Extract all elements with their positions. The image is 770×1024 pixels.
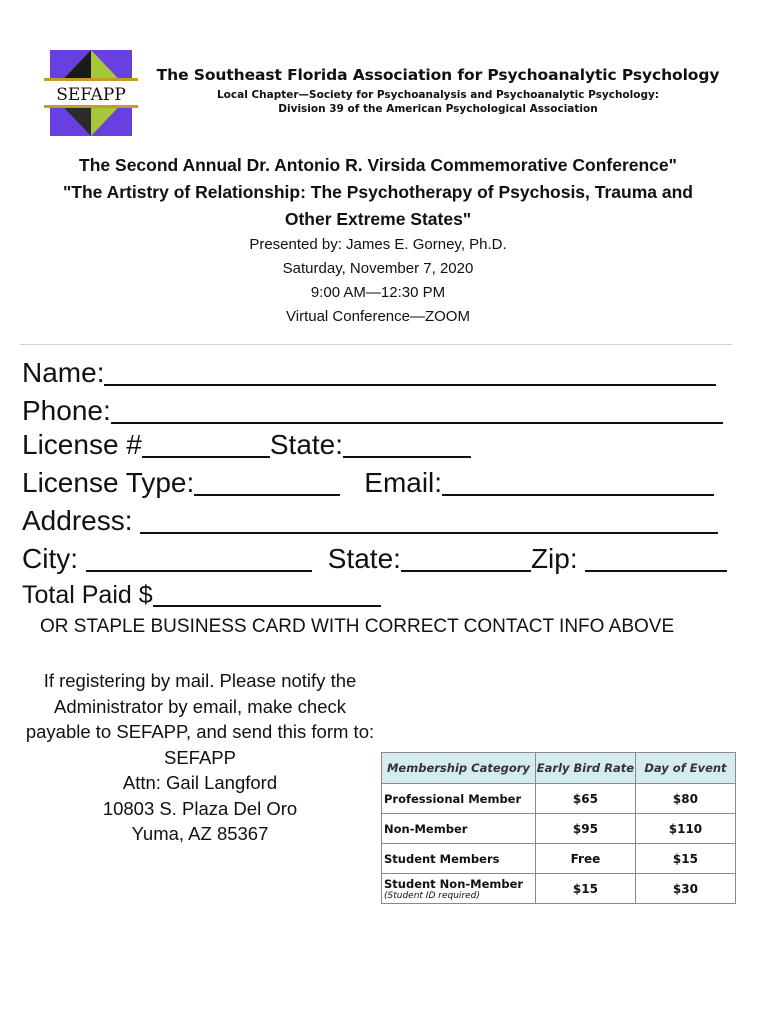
sefapp-logo-icon [44, 50, 138, 136]
table-row [382, 814, 736, 844]
category-cell: Non-Member [382, 814, 536, 844]
mail-instructions-text: If registering by mail. Please notify the Administrator by email, make check payable to SEFAPP, and send this form to: [25, 670, 375, 742]
day-of-event-cell: $80 [635, 784, 735, 814]
table-header-row [382, 753, 736, 784]
address-row [22, 504, 718, 538]
mail-city-state-zip: Yuma, AZ 85367 [131, 823, 269, 844]
city-label: City: [22, 543, 86, 574]
sefapp-logo [44, 50, 138, 136]
license-state-label: State: [269, 429, 344, 460]
city-row [22, 542, 727, 576]
email-field[interactable] [442, 468, 714, 496]
address-label: Address: [22, 505, 141, 536]
day-of-event-cell: $110 [635, 814, 735, 844]
license-type-label: License Type: [22, 467, 195, 498]
email-label: Email: [364, 467, 443, 498]
divider [20, 344, 732, 345]
license-number-field[interactable] [142, 430, 270, 458]
category-cell [382, 874, 536, 904]
presenter: Presented by: James E. Gorney, Ph.D. [249, 236, 507, 253]
early-bird-cell: $15 [535, 874, 635, 904]
early-bird-cell: $65 [535, 784, 635, 814]
address-field[interactable] [140, 506, 718, 534]
day-of-event-cell: $15 [635, 844, 735, 874]
category-note: (Student ID required) [384, 890, 480, 901]
license-row [22, 428, 471, 462]
conference-title-3: Other Extreme States" [284, 209, 472, 229]
early-bird-cell: $95 [535, 814, 635, 844]
header-membership-category: Membership Category [382, 753, 536, 784]
name-field[interactable] [104, 358, 716, 386]
city-state-field[interactable] [401, 544, 531, 572]
header-day-of-event: Day of Event [635, 753, 735, 784]
day-of-event-cell: $30 [635, 874, 735, 904]
phone-field[interactable] [111, 396, 723, 424]
category-cell: Student Members [382, 844, 536, 874]
table-row [382, 844, 736, 874]
category-cell: Professional Member [382, 784, 536, 814]
conference-time: 9:00 AM—12:30 PM [310, 284, 446, 301]
membership-rates-table [381, 752, 736, 904]
mail-attn: Attn: Gail Langford [122, 772, 278, 793]
business-card-notice: OR STAPLE BUSINESS CARD WITH CORRECT CONTACT INFO ABOVE [40, 616, 675, 637]
conference-title-2: "The Artistry of Relationship: The Psychotherapy of Psychosis, Trauma and [62, 182, 693, 202]
zip-label: Zip: [530, 543, 586, 574]
logo-text: SEFAPP [56, 85, 126, 105]
city-field[interactable] [86, 544, 312, 572]
phone-label: Phone: [22, 395, 111, 426]
org-title: The Southeast Florida Association for Psychoanalytic Psychology [156, 66, 720, 84]
mail-instructions [24, 668, 376, 847]
city-state-label: State: [327, 543, 401, 574]
name-row [22, 356, 716, 390]
conference-title-1: The Second Annual Dr. Antonio R. Virsida Commemorative Conference" [79, 155, 677, 175]
zip-field[interactable] [585, 544, 727, 572]
conference-date: Saturday, November 7, 2020 [282, 260, 474, 277]
mail-street: 10803 S. Plaza Del Oro [102, 797, 298, 819]
table-row [382, 784, 736, 814]
conference-details [20, 152, 736, 329]
org-header [148, 66, 728, 116]
license-type-field[interactable] [194, 468, 340, 496]
phone-row [22, 394, 723, 428]
org-subtitle-2: Division 39 of the American Psychological Association [278, 103, 598, 115]
license-state-field[interactable] [343, 430, 471, 458]
early-bird-cell: Free [535, 844, 635, 874]
header-early-bird-rate: Early Bird Rate [535, 753, 635, 784]
total-paid-row [22, 580, 381, 610]
license-label: License # [22, 429, 142, 460]
total-paid-label: Total Paid $ [22, 581, 153, 609]
table-row [382, 874, 736, 904]
total-paid-field[interactable] [153, 583, 381, 607]
license-type-row [22, 466, 714, 500]
conference-venue: Virtual Conference—ZOOM [286, 308, 470, 325]
name-label: Name: [22, 357, 105, 388]
org-subtitle-1: Local Chapter—Society for Psychoanalysis and Psychoanalytic Psychology: [216, 89, 659, 101]
category-label: Student Non-Member [384, 876, 524, 891]
mail-recipient: SEFAPP [164, 746, 236, 768]
